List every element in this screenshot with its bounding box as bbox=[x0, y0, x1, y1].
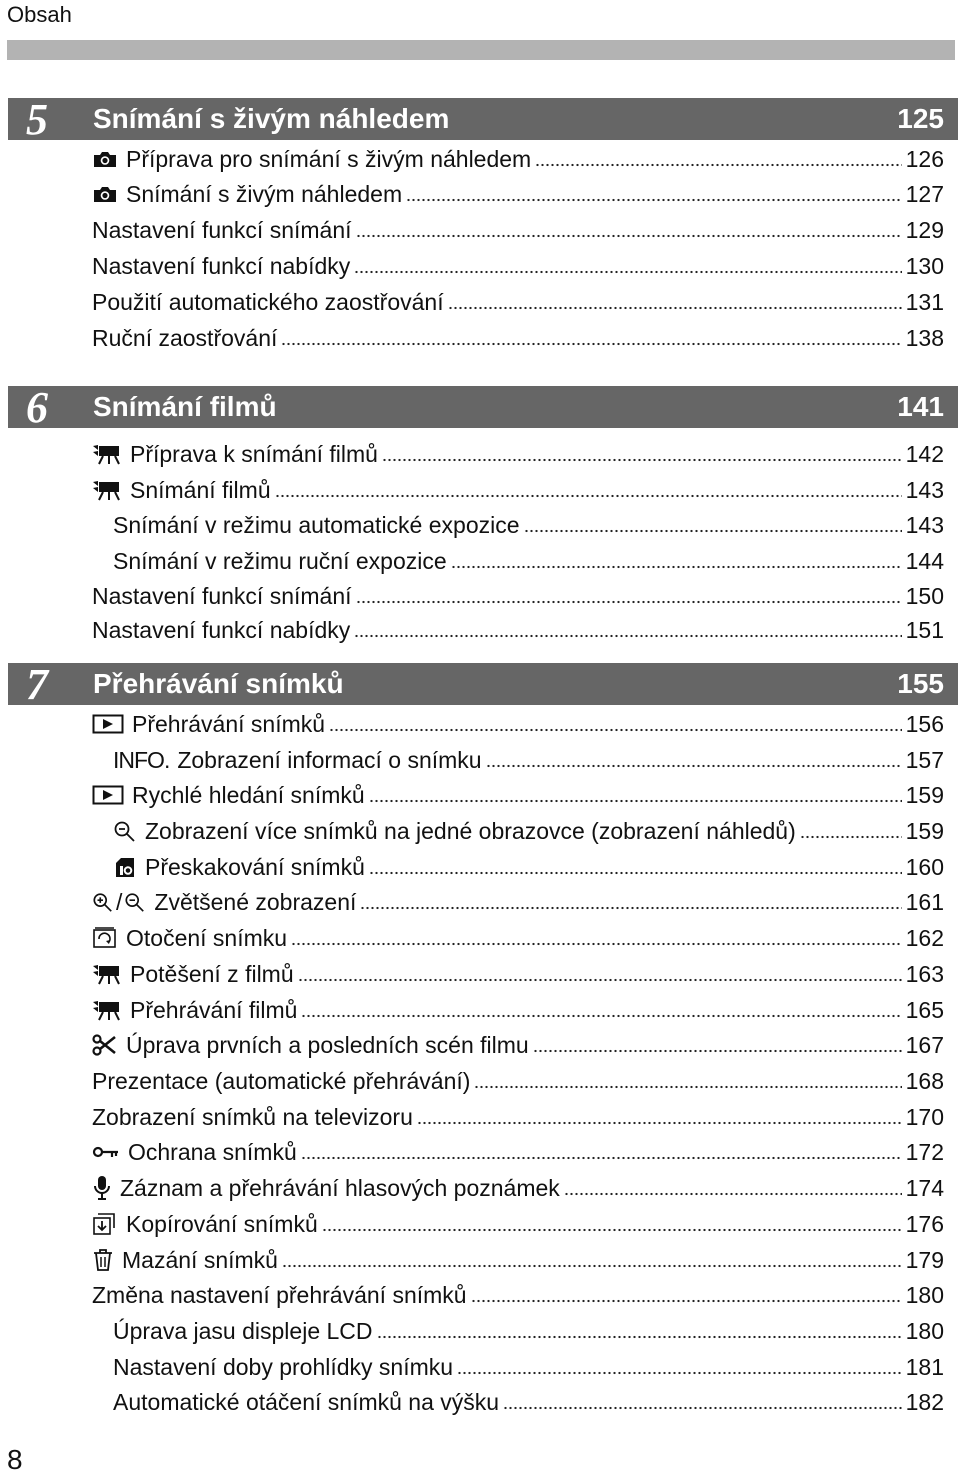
dot-leader bbox=[564, 1192, 902, 1196]
entry-page: 130 bbox=[905, 252, 944, 279]
dot-leader bbox=[524, 529, 902, 533]
entry-page: 181 bbox=[905, 1353, 944, 1380]
entry-page: 161 bbox=[905, 888, 944, 915]
entry-label: Snímání s živým náhledem bbox=[126, 180, 403, 207]
entry-label: Použití automatického zaostřování bbox=[92, 288, 444, 315]
toc-entry[interactable] bbox=[92, 285, 944, 319]
toc-entry[interactable] bbox=[92, 1100, 944, 1134]
camera-icon bbox=[92, 149, 118, 169]
movie-camera-icon bbox=[92, 963, 122, 985]
chapter-number: 6 bbox=[26, 383, 48, 432]
dot-leader bbox=[451, 565, 902, 569]
chapter-page: 125 bbox=[897, 103, 944, 134]
entry-page: 168 bbox=[905, 1067, 944, 1094]
toc-entry[interactable] bbox=[92, 213, 944, 247]
toc-entry[interactable] bbox=[92, 1171, 944, 1205]
entry-label: Otočení snímku bbox=[126, 924, 288, 951]
entry-page: 163 bbox=[905, 960, 944, 987]
entry-page: 157 bbox=[905, 746, 944, 773]
entry-label: Příprava k snímání filmů bbox=[130, 440, 378, 467]
entry-label: Ochrana snímků bbox=[128, 1138, 297, 1165]
toc-entry[interactable] bbox=[113, 508, 944, 542]
toc-entry[interactable] bbox=[92, 993, 944, 1027]
entry-page: 182 bbox=[905, 1388, 944, 1415]
entry-page: 126 bbox=[905, 145, 944, 172]
toc-entry[interactable] bbox=[92, 1278, 944, 1312]
entry-label: Přehrávání filmů bbox=[130, 996, 298, 1023]
entry-label: Snímání v režimu automatické expozice bbox=[113, 511, 520, 538]
entry-label: Zvětšené zobrazení bbox=[154, 888, 357, 915]
jump-icon bbox=[113, 855, 137, 879]
toc-entry[interactable] bbox=[113, 544, 944, 578]
dot-leader bbox=[275, 494, 902, 498]
toc-entry[interactable] bbox=[113, 850, 944, 884]
dot-leader bbox=[281, 342, 901, 346]
toc-entry[interactable] bbox=[92, 707, 944, 741]
camera-icon bbox=[92, 184, 118, 204]
movie-camera-icon bbox=[92, 479, 122, 501]
toc-entry[interactable] bbox=[92, 437, 944, 471]
dot-leader bbox=[301, 1014, 901, 1018]
dot-leader bbox=[360, 906, 901, 910]
icon-separator: / bbox=[116, 888, 123, 915]
toc-entry[interactable] bbox=[92, 142, 944, 176]
entry-page: 127 bbox=[905, 180, 944, 207]
entry-page: 180 bbox=[905, 1281, 944, 1308]
entry-label: Mazání snímků bbox=[122, 1246, 278, 1273]
chapter-number: 7 bbox=[26, 660, 48, 709]
dot-leader bbox=[369, 871, 902, 875]
entry-page: 138 bbox=[905, 324, 944, 351]
chapter-page: 155 bbox=[897, 668, 944, 699]
entry-label: Příprava pro snímání s živým náhledem bbox=[126, 145, 532, 172]
chapter-number: 5 bbox=[26, 95, 48, 144]
entry-page: 165 bbox=[905, 996, 944, 1023]
entry-label: Nastavení funkcí snímání bbox=[92, 582, 352, 609]
dot-leader bbox=[503, 1406, 902, 1410]
dot-leader bbox=[533, 1049, 902, 1053]
entry-page: 150 bbox=[905, 582, 944, 609]
entry-label: Úprava prvních a posledních scén filmu bbox=[126, 1031, 529, 1058]
dot-leader bbox=[535, 163, 901, 167]
toc-entry[interactable] bbox=[92, 613, 944, 647]
entry-label: Automatické otáčení snímků na výšku bbox=[113, 1388, 500, 1415]
toc-entry[interactable] bbox=[92, 1064, 944, 1098]
chapter-title: Snímání s živým náhledem bbox=[93, 103, 450, 134]
chapter-heading bbox=[8, 95, 958, 144]
dot-leader bbox=[377, 1335, 902, 1339]
dot-leader bbox=[282, 1264, 902, 1268]
microphone-icon bbox=[92, 1175, 112, 1201]
dot-leader bbox=[329, 728, 902, 732]
scissors-icon bbox=[92, 1033, 118, 1057]
toc-entry[interactable] bbox=[92, 957, 944, 991]
dot-leader bbox=[369, 799, 902, 803]
entry-page: 180 bbox=[905, 1317, 944, 1344]
toc-entry[interactable] bbox=[113, 743, 944, 777]
chapter-heading bbox=[8, 383, 958, 432]
toc-entry[interactable] bbox=[113, 1385, 944, 1419]
zoom-out-icon bbox=[113, 820, 137, 842]
toc-entry[interactable] bbox=[92, 473, 944, 507]
chapter-page: 141 bbox=[897, 391, 944, 422]
chapter-title: Snímání filmů bbox=[93, 391, 277, 422]
toc-entry[interactable] bbox=[113, 814, 944, 848]
toc-entry[interactable] bbox=[113, 1314, 944, 1348]
dot-leader bbox=[354, 634, 901, 638]
entry-page: 179 bbox=[905, 1246, 944, 1273]
entry-page: 176 bbox=[905, 1210, 944, 1237]
entry-label: Kopírování snímků bbox=[126, 1210, 318, 1237]
entry-page: 172 bbox=[905, 1138, 944, 1165]
info-icon: INFO. bbox=[113, 746, 170, 773]
entry-label: Snímání v režimu ruční expozice bbox=[113, 547, 447, 574]
entry-page: 170 bbox=[905, 1103, 944, 1130]
toc-entry[interactable] bbox=[92, 177, 944, 211]
dot-leader bbox=[301, 1156, 902, 1160]
playback-icon bbox=[92, 713, 124, 735]
entry-label: Snímání filmů bbox=[130, 476, 271, 503]
dot-leader bbox=[417, 1121, 902, 1125]
movie-camera-icon bbox=[92, 999, 122, 1021]
dot-leader bbox=[298, 978, 902, 982]
entry-label: Zobrazení více snímků na jedné obrazovce (zobrazení náhledů) bbox=[145, 817, 796, 844]
dot-leader bbox=[406, 198, 902, 202]
toc-entry[interactable] bbox=[92, 778, 944, 812]
rotate-icon bbox=[92, 926, 118, 950]
zoom-in-out-icon bbox=[92, 889, 146, 916]
toc-entry[interactable] bbox=[92, 1028, 944, 1062]
entry-label: Prezentace (automatické přehrávání) bbox=[92, 1067, 471, 1094]
page-header-label: Obsah bbox=[7, 2, 72, 27]
entry-label: Ruční zaostřování bbox=[92, 324, 278, 351]
movie-camera-icon bbox=[92, 443, 122, 465]
toc-entry[interactable] bbox=[92, 1207, 944, 1241]
trash-icon bbox=[92, 1248, 114, 1272]
dot-leader bbox=[356, 234, 902, 238]
entry-label: Přeskakování snímků bbox=[145, 853, 365, 880]
entry-label: Nastavení doby prohlídky snímku bbox=[113, 1353, 454, 1380]
entry-page: 174 bbox=[905, 1174, 944, 1201]
entry-label: Přehrávání snímků bbox=[132, 710, 326, 737]
chapter-title: Přehrávání snímků bbox=[93, 668, 344, 699]
toc-entry[interactable] bbox=[92, 1243, 944, 1277]
dot-leader bbox=[322, 1228, 902, 1232]
toc-entry[interactable] bbox=[92, 321, 944, 355]
entry-label: Záznam a přehrávání hlasových poznámek bbox=[120, 1174, 560, 1201]
dot-leader bbox=[356, 600, 902, 604]
toc-entry[interactable] bbox=[92, 1135, 944, 1169]
entry-label: Rychlé hledání snímků bbox=[132, 781, 365, 808]
entry-page: 143 bbox=[905, 511, 944, 538]
entry-page: 159 bbox=[905, 817, 944, 844]
dot-leader bbox=[471, 1299, 902, 1303]
page-number: 8 bbox=[7, 1444, 23, 1475]
entry-label: Změna nastavení přehrávání snímků bbox=[92, 1281, 467, 1308]
entry-label: Zobrazení informací o snímku bbox=[177, 746, 482, 773]
header-bar bbox=[7, 40, 955, 60]
entry-label: Nastavení funkcí snímání bbox=[92, 216, 352, 243]
toc-entry[interactable] bbox=[92, 579, 944, 613]
dot-leader bbox=[486, 764, 902, 768]
dot-leader bbox=[448, 306, 902, 310]
key-icon bbox=[92, 1143, 120, 1161]
entry-label: Nastavení funkcí nabídky bbox=[92, 616, 351, 643]
dot-leader bbox=[291, 942, 902, 946]
entry-page: 156 bbox=[905, 710, 944, 737]
entry-label: Potěšení z filmů bbox=[130, 960, 294, 987]
entry-page: 144 bbox=[905, 547, 944, 574]
entry-label: Zobrazení snímků na televizoru bbox=[92, 1103, 413, 1130]
entry-page: 160 bbox=[905, 853, 944, 880]
entry-label: Úprava jasu displeje LCD bbox=[113, 1317, 373, 1344]
playback-icon bbox=[92, 784, 124, 806]
dot-leader bbox=[382, 458, 902, 462]
entry-label: Nastavení funkcí nabídky bbox=[92, 252, 351, 279]
toc-entry[interactable] bbox=[92, 921, 944, 955]
chapter-heading bbox=[8, 660, 958, 709]
entry-page: 167 bbox=[905, 1031, 944, 1058]
toc-entry[interactable] bbox=[92, 885, 944, 919]
toc-entry[interactable] bbox=[113, 1350, 944, 1384]
entry-page: 143 bbox=[905, 476, 944, 503]
entry-page: 131 bbox=[905, 288, 944, 315]
dot-leader bbox=[800, 835, 902, 839]
entry-page: 159 bbox=[905, 781, 944, 808]
dot-leader bbox=[474, 1085, 901, 1089]
entry-page: 162 bbox=[905, 924, 944, 951]
entry-page: 151 bbox=[905, 616, 944, 643]
entry-page: 129 bbox=[905, 216, 944, 243]
copy-icon bbox=[92, 1212, 118, 1236]
dot-leader bbox=[354, 270, 901, 274]
toc-entry[interactable] bbox=[92, 249, 944, 283]
entry-page: 142 bbox=[905, 440, 944, 467]
dot-leader bbox=[457, 1371, 902, 1375]
